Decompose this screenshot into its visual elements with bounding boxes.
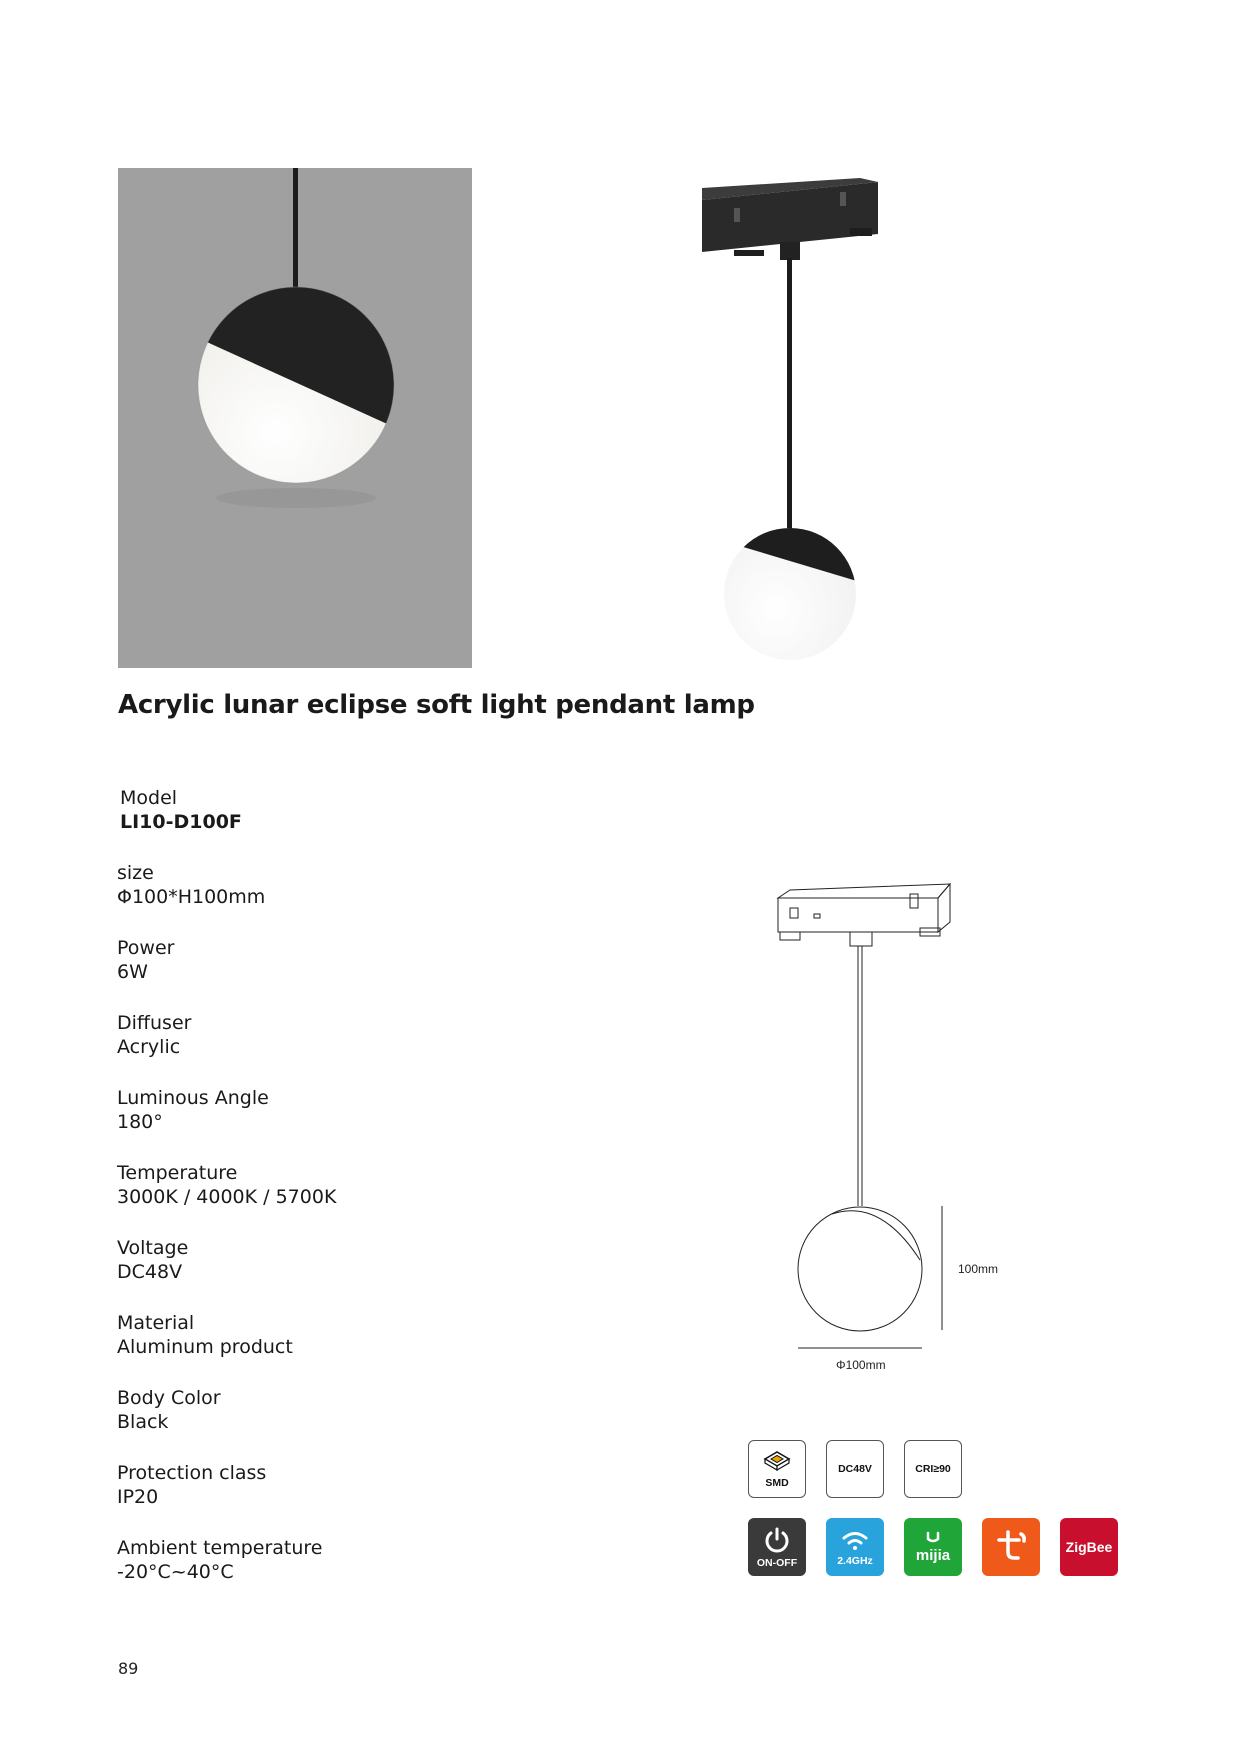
technical-drawing — [760, 870, 1020, 1370]
spec-label: Voltage — [117, 1237, 189, 1259]
badge-zigbee — [1060, 1518, 1118, 1576]
spec-label: Body Color — [117, 1387, 221, 1409]
spec-label: Power — [117, 937, 175, 959]
power-icon — [763, 1526, 791, 1557]
spec-value: 6W — [117, 961, 148, 983]
spec-label: Temperature — [117, 1162, 238, 1184]
spec-value: Black — [117, 1411, 169, 1433]
product-photo — [118, 168, 472, 668]
badge-dc48v — [826, 1440, 884, 1498]
spec-value: -20°C~40°C — [117, 1561, 234, 1583]
spec-label: Ambient temperature — [117, 1537, 323, 1559]
page-number: 89 — [118, 1659, 139, 1678]
spec-item-material — [117, 1311, 293, 1359]
spec-item-temperature — [117, 1161, 336, 1209]
spec-item-luminous-angle — [117, 1086, 269, 1134]
spec-label: size — [117, 862, 154, 884]
badge-label: mijia — [915, 1546, 951, 1564]
spec-item-protection-class — [117, 1461, 266, 1509]
spec-item-diffuser — [117, 1011, 191, 1059]
spec-item-power — [117, 936, 174, 984]
badge-label: ON-OFF — [756, 1556, 798, 1569]
spec-value: Φ100*H100mm — [117, 886, 266, 908]
badge-label: ZigBee — [1065, 1539, 1113, 1555]
mijia-icon — [923, 1531, 943, 1548]
badge-tuya — [982, 1518, 1040, 1576]
badge-mijia — [904, 1518, 962, 1576]
badge-cri — [904, 1440, 962, 1498]
height-dimension: 100mm — [958, 1262, 999, 1276]
spec-value: DC48V — [117, 1261, 183, 1283]
badge-wifi — [826, 1518, 884, 1576]
spec-value: 3000K / 4000K / 5700K — [117, 1186, 337, 1208]
spec-value: Acrylic — [117, 1036, 181, 1058]
spec-item-body-color — [117, 1386, 221, 1434]
diameter-dimension: Φ100mm — [836, 1358, 886, 1372]
spec-item-size — [117, 861, 265, 909]
badge-on-off — [748, 1518, 806, 1576]
spec-value: LI10-D100F — [120, 811, 242, 833]
spec-value: IP20 — [117, 1486, 159, 1508]
spec-label: Protection class — [117, 1462, 267, 1484]
wifi-icon — [840, 1528, 870, 1555]
spec-label: Luminous Angle — [117, 1087, 269, 1109]
product-render — [690, 170, 890, 660]
spec-label: Model — [120, 787, 178, 809]
led-chip-icon — [762, 1450, 792, 1477]
badge-label: CRI≥90 — [915, 1463, 951, 1475]
badge-label: 2.4GHz — [837, 1554, 873, 1567]
spec-item-ambient-temperature — [117, 1536, 323, 1584]
spec-value: Aluminum product — [117, 1336, 293, 1358]
spec-item-model — [120, 786, 242, 834]
badge-smd — [748, 1440, 806, 1498]
tuya-icon — [991, 1526, 1031, 1569]
product-title: Acrylic lunar eclipse soft light pendant lamp — [118, 690, 755, 720]
badge-label: SMD — [765, 1476, 789, 1489]
spec-label: Material — [117, 1312, 195, 1334]
badge-label: DC48V — [838, 1463, 872, 1475]
spec-label: Diffuser — [117, 1012, 192, 1034]
spec-value: 180° — [117, 1111, 163, 1133]
spec-item-voltage — [117, 1236, 188, 1284]
